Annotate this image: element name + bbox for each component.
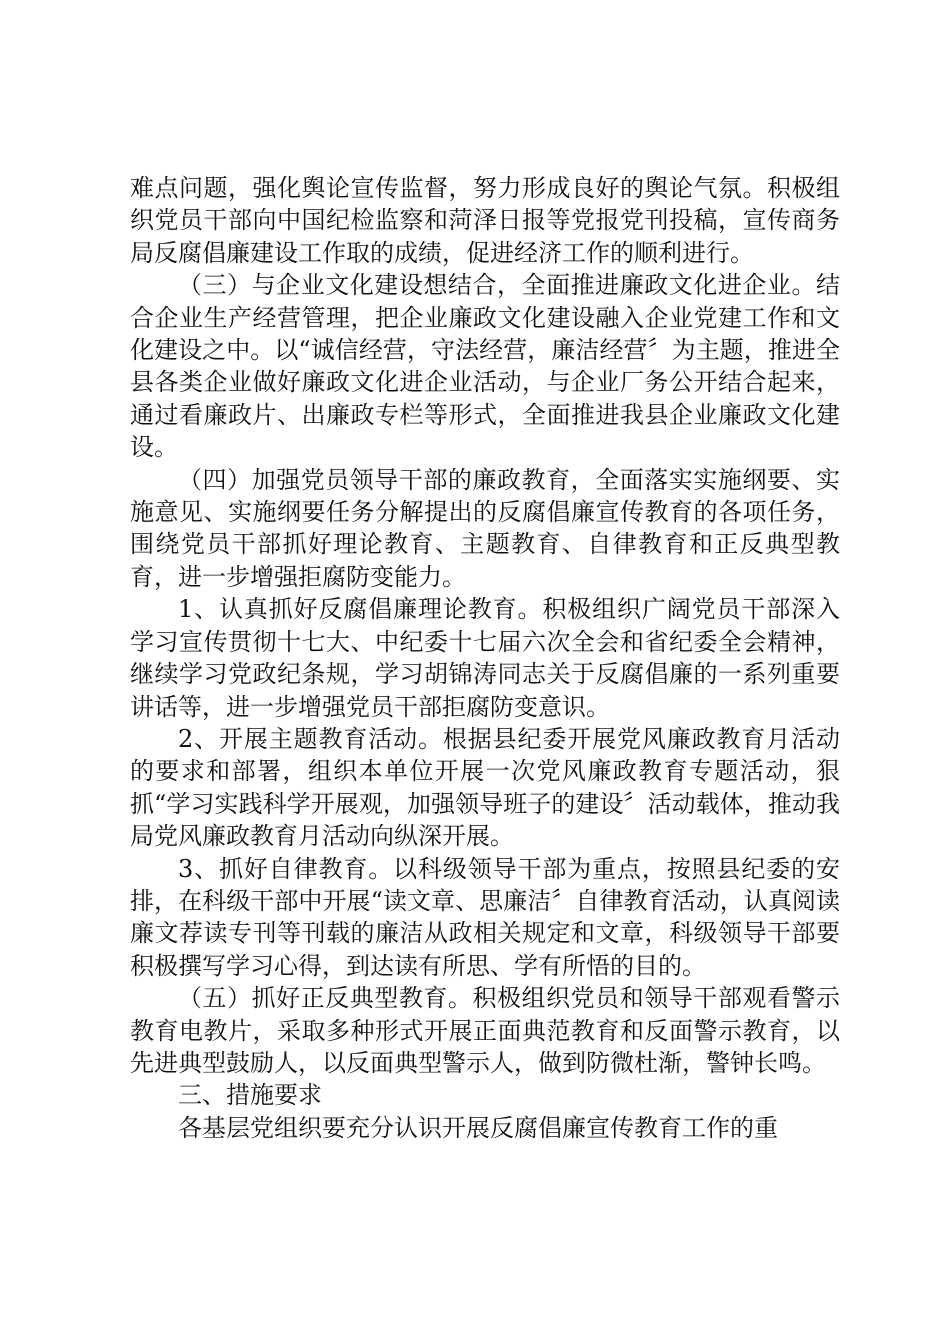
paragraph-item-2: 2、开展主题教育活动。根据县纪委开展党风廉政教育月活动的要求和部署，组织本单位开展一次党风廉政教育专题活动，狠抓“学习实践科学开展观，加强领导班子的建设〞活动载体，推动我局党风廉政教育月活动向纵深开展。 bbox=[130, 724, 840, 851]
paragraph-section-four: （四）加强党员领导干部的廉政教育，全面落实实施纲要、实施意见、实施纲要任务分解提出的反腐倡廉宣传教育的各项任务，围绕党员干部抓好理论教育、主题教育、自律教育和正反典型教育，进一步增强拒腐防变能力。 bbox=[130, 465, 840, 591]
paragraph-section-five: （五）抓好正反典型教育。积极组织党员和领导干部观看警示教育电教片，采取多种形式开展正面典范教育和反面警示教育，以先进典型鼓励人，以反面典型警示人，做到防微杜渐，警钟长鸣。 bbox=[130, 984, 840, 1077]
paragraph-item-3: 3、抓好自律教育。以科级领导干部为重点，按照县纪委的安排，在科级干部中开展“读文章、思廉洁〞自律教育活动，认真阅读廉文荐读专刊等刊载的廉洁从政相关规定和文章，科级领导干部要积极撰写学习心得，到达读有所思、学有所悟的目的。 bbox=[130, 854, 840, 980]
paragraph-item-1: 1、认真抓好反腐倡廉理论教育。积极组织广阔党员干部深入学习宣传贯彻十七大、中纪委十七届六次全会和省纪委全会精神，继续学习党政纪条规，学习胡锦涛同志关于反腐倡廉的一系列重要讲话等，进一步增强党员干部拒腐防变意识。 bbox=[130, 595, 840, 721]
paragraph-measures-intro: 各基层党组织要充分认识开展反腐倡廉宣传教育工作的重 bbox=[178, 1113, 778, 1142]
document-body bbox=[130, 172, 840, 1144]
paragraph-continuation: 难点问题，强化舆论宣传监督，努力形成良好的舆论气氛。积极组织党员干部向中国纪检监察和菏泽日报等党报党刊投稿，宣传商务局反腐倡廉建设工作取的成绩，促进经济工作的顺利进行。 bbox=[130, 174, 840, 267]
paragraph-section-three: （三）与企业文化建设想结合，全面推进廉政文化进企业。结合企业生产经营管理，把企业廉政文化建设融入企业党建工作和文化建设之中。以“诚信经营，守法经营，廉洁经营〞为主题，推进全县各类企业做好廉政文化进企业活动，与企业厂务公开结合起来，通过看廉政片、出廉政专栏等形式，全面推进我县企业廉政文化建设。 bbox=[130, 271, 840, 462]
section-heading-measures: 三、措施要求 bbox=[178, 1081, 322, 1110]
